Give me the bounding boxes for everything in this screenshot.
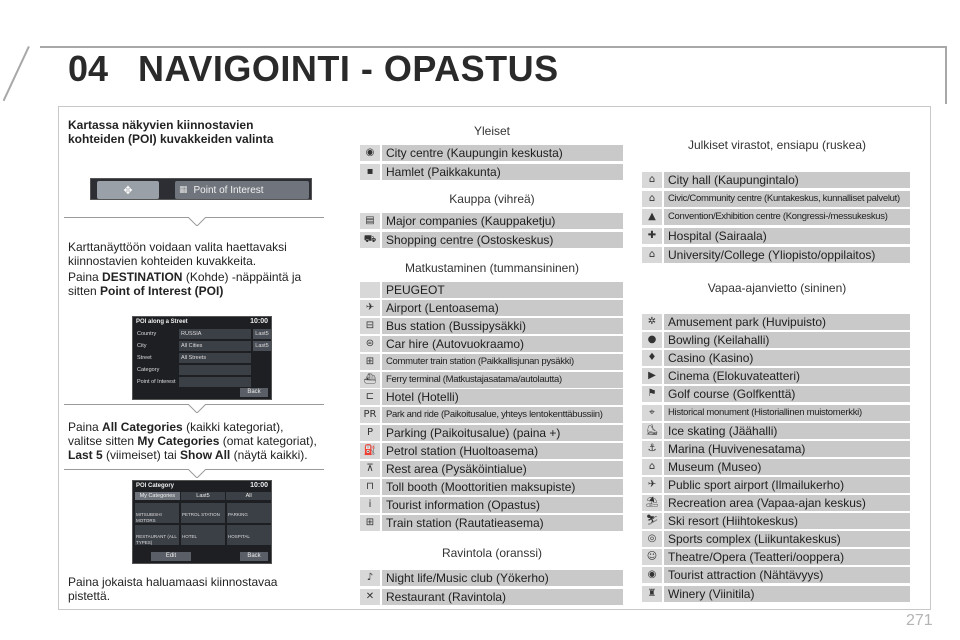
poi-category-row	[642, 209, 910, 225]
icon-glyph: ⚓	[647, 442, 657, 454]
poi-category-label: Bowling (Keilahalli)	[664, 332, 910, 348]
poi-category-label: Ferry terminal (Matkustajasatama/autolautta)	[382, 372, 623, 388]
text-run-bold: Last 5	[68, 448, 103, 462]
poi-category-label: University/College (Yliopisto/oppilaitos)	[664, 247, 910, 263]
heading-travel: Matkustaminen (tummansininen)	[404, 261, 580, 275]
poi-category-row	[360, 570, 623, 586]
poi-category-label: Parking (Paikoitusalue) (paina +)	[382, 425, 623, 441]
ice-skating-icon	[642, 423, 662, 439]
icon-glyph: P	[366, 427, 374, 439]
screen-category-cell[interactable]: HOTEL	[181, 525, 225, 545]
marina-icon	[642, 441, 662, 457]
major-companies-icon	[360, 213, 380, 229]
hotel-icon	[360, 389, 380, 405]
screenshot-poi-along-street	[132, 316, 272, 400]
poi-category-label: Marina (Huvivenesatama)	[664, 441, 910, 457]
poi-category-row	[642, 477, 910, 493]
icon-glyph: ✲	[647, 316, 657, 327]
poi-category-label: Park and ride (Paikoitusalue, yhteys lentokenttäbussiin)	[382, 407, 623, 423]
poi-category-row	[360, 354, 623, 370]
icon-glyph: ⌖	[649, 406, 655, 418]
screen-row-value: All Streets	[179, 353, 251, 363]
icon-glyph: ⌂	[648, 460, 656, 472]
ski-icon	[642, 513, 662, 529]
text-run: valitse sitten	[68, 434, 138, 448]
poi-category-row	[642, 459, 910, 475]
section-heading-line-2: kohteiden (POI) kuvakkeiden valinta	[68, 132, 274, 146]
separator-chevron-icon	[188, 404, 206, 413]
categories-line-3	[68, 448, 317, 462]
nightlife-icon	[360, 570, 380, 586]
poi-category-row	[360, 461, 623, 477]
attraction-icon	[642, 567, 662, 583]
screen-row-label: Street	[137, 355, 152, 361]
screen-row-button[interactable]: Last5	[253, 329, 271, 339]
poi-category-row	[642, 405, 910, 421]
icon-glyph: ✈	[647, 478, 657, 490]
chapter-number: 04	[68, 48, 109, 89]
screen-clock: 10:00	[250, 318, 268, 325]
poi-category-label: Sports complex (Liikuntakeskus)	[664, 531, 910, 547]
hospital-icon	[642, 228, 662, 244]
icon-glyph: ▪	[366, 166, 374, 177]
poi-category-row	[360, 389, 623, 405]
icon-glyph: ⛴	[363, 373, 377, 385]
instruction-destination	[68, 270, 301, 284]
poi-category-row	[360, 232, 623, 248]
poi-category-row	[360, 589, 623, 605]
paragraph-categories	[68, 420, 317, 462]
poi-category-label: Hotel (Hotelli)	[382, 389, 623, 405]
heading-general: Yleiset	[473, 124, 511, 138]
icon-glyph: i	[368, 498, 372, 510]
icon-glyph: ⊞	[365, 355, 375, 367]
poi-category-row	[360, 336, 623, 352]
header-diagonal-line	[3, 46, 30, 101]
intro-line-1: Karttanäyttöön voidaan valita haettavaksi	[68, 240, 287, 254]
screen-tab[interactable]: All	[226, 492, 271, 500]
poi-category-label: Rest area (Pysäköintialue)	[382, 461, 623, 477]
screen-row[interactable]	[135, 377, 271, 387]
icon-glyph: ⛽	[363, 445, 377, 457]
poi-category-label: Hospital (Sairaala)	[664, 228, 910, 244]
paragraph-select	[68, 575, 277, 603]
poi-category-label: PEUGEOT	[382, 282, 623, 298]
convention-icon	[642, 209, 662, 225]
text-run-bold: DESTINATION	[102, 270, 183, 284]
poi-category-row	[642, 228, 910, 244]
poi-button[interactable]	[175, 181, 309, 199]
museum-icon	[642, 459, 662, 475]
categories-line-2	[68, 434, 317, 448]
poi-category-row	[360, 425, 623, 441]
poi-category-row	[360, 164, 623, 180]
poi-category-row	[360, 372, 623, 388]
screen-category-cell[interactable]: PARKING	[227, 503, 271, 523]
screen-title: POI Category	[136, 483, 175, 489]
poi-category-label: Historical monument (Historiallinen muistomerkki)	[664, 405, 910, 421]
crosshair-icon: ✥	[123, 183, 133, 197]
poi-category-row	[642, 513, 910, 529]
select-line-2: pistettä.	[68, 589, 111, 603]
poi-category-row	[642, 423, 910, 439]
icon-glyph: ▶	[648, 370, 656, 382]
separator-chevron-icon	[188, 217, 206, 226]
poi-category-row	[642, 332, 910, 348]
section-heading	[68, 118, 273, 146]
poi-category-label: Restaurant (Ravintola)	[382, 589, 623, 605]
poi-category-label: Civic/Community centre (Kuntakeskus, kunnalliset palvelut)	[664, 191, 910, 207]
screen-row-label: Category	[137, 367, 160, 373]
text-run: Paina	[68, 270, 103, 284]
icon-glyph: ✕	[365, 591, 375, 602]
icon-glyph: ⊏	[365, 391, 375, 403]
icon-glyph: ☺	[646, 551, 658, 563]
petrol-icon	[360, 443, 380, 459]
poi-category-row	[360, 282, 623, 298]
poi-category-row	[642, 441, 910, 457]
poi-category-label: Shopping centre (Ostoskeskus)	[382, 232, 623, 248]
commuter-train-icon	[360, 354, 380, 370]
text-run-bold: All Categories	[102, 420, 183, 434]
public-airport-icon	[642, 477, 662, 493]
page-number: 271	[906, 612, 933, 629]
separator-chevron-icon	[188, 469, 206, 478]
poi-category-row	[642, 350, 910, 366]
winery-icon	[642, 586, 662, 602]
icon-glyph: ✈	[365, 301, 375, 313]
screenshot-destination-menu	[90, 178, 312, 200]
poi-category-row	[360, 515, 623, 531]
poi-category-label: Ice skating (Jäähalli)	[664, 423, 910, 439]
poi-category-row	[642, 172, 910, 188]
poi-button-label: Point of Interest	[193, 184, 264, 196]
rest-area-icon	[360, 461, 380, 477]
poi-category-row	[642, 586, 910, 602]
poi-category-label: Night life/Music club (Yökerho)	[382, 570, 623, 586]
poi-grid-icon: ▦	[179, 185, 188, 195]
poi-category-label: Hamlet (Paikkakunta)	[382, 164, 623, 180]
poi-category-label: Museum (Museo)	[664, 459, 910, 475]
poi-category-row	[642, 191, 910, 207]
screen-category-cell[interactable]: RESTAURANT (ALL TYPES)	[135, 525, 179, 545]
destination-button[interactable]	[97, 181, 159, 199]
peugeot-icon	[360, 282, 380, 298]
poi-category-row	[360, 300, 623, 316]
icon-glyph: ⊜	[365, 337, 375, 349]
poi-category-label: Casino (Kasino)	[664, 350, 910, 366]
icon-glyph: ⛱	[645, 497, 659, 508]
poi-category-label: Airport (Lentoasema)	[382, 300, 623, 316]
category-grid	[135, 503, 271, 545]
text-run: (Kohde) -näppäintä ja	[182, 270, 302, 284]
text-run-bold: Show All	[180, 448, 231, 462]
airport-icon	[360, 300, 380, 316]
icon-glyph: ⊼	[366, 463, 374, 474]
theatre-icon	[642, 549, 662, 565]
icon-glyph: ⛟	[363, 234, 377, 245]
cinema-icon	[642, 368, 662, 384]
poi-category-row	[360, 443, 623, 459]
toll-booth-icon	[360, 479, 380, 495]
parking-icon	[360, 425, 380, 441]
poi-category-label: City hall (Kaupungintalo)	[664, 172, 910, 188]
university-icon	[642, 247, 662, 263]
screen-back-button[interactable]: Back	[240, 552, 268, 561]
select-line-1: Paina jokaista haluamaasi kiinnostavaa	[68, 575, 278, 589]
poi-category-row	[360, 479, 623, 495]
screen-category-cell[interactable]: HOSPITAL	[227, 525, 271, 545]
screen-back-button[interactable]: Back	[240, 388, 268, 397]
icon-glyph: ⊞	[365, 516, 375, 528]
screen-row-value: All Cities	[179, 341, 251, 351]
heading-food: Ravintola (oranssi)	[441, 546, 543, 560]
poi-category-label: City centre (Kaupungin keskusta)	[382, 145, 623, 161]
bowling-icon	[642, 332, 662, 348]
screen-edit-button[interactable]: Edit	[151, 552, 191, 561]
text-run: (näytä kaikki).	[230, 448, 308, 462]
icon-glyph: ▲	[648, 211, 656, 223]
poi-category-row	[642, 386, 910, 402]
text-run: (kaikki kategoriat),	[182, 420, 284, 434]
icon-glyph: ⌂	[648, 248, 656, 260]
icon-glyph: ▤	[365, 215, 375, 226]
poi-category-label: Train station (Rautatieasema)	[382, 515, 623, 531]
civic-centre-icon	[642, 191, 662, 207]
poi-category-row	[642, 549, 910, 565]
sports-icon	[642, 531, 662, 547]
screen-tab[interactable]: Last5	[181, 492, 226, 500]
icon-glyph: ⌂	[648, 192, 656, 204]
screen-row-label: Point of Interest	[137, 379, 176, 385]
poi-category-label: Tourist attraction (Nähtävyys)	[664, 567, 910, 583]
poi-category-label: Amusement park (Huvipuisto)	[664, 314, 910, 330]
screen-tab[interactable]: My Categories	[135, 492, 180, 500]
paragraph-intro	[68, 240, 301, 298]
poi-category-label: Recreation area (Vapaa-ajan keskus)	[664, 495, 910, 511]
icon-glyph: ♪	[366, 572, 374, 583]
screen-row-button[interactable]: Last5	[253, 341, 271, 351]
poi-category-label: Theatre/Opera (Teatteri/ooppera)	[664, 549, 910, 565]
poi-category-row	[642, 247, 910, 263]
casino-icon	[642, 350, 662, 366]
screen-category-cell[interactable]: MITSUBISHI MOTORS	[135, 503, 179, 523]
poi-category-row	[360, 213, 623, 229]
icon-glyph: ⛸	[645, 424, 659, 436]
poi-category-label: Tourist information (Opastus)	[382, 497, 623, 513]
poi-category-row	[360, 497, 623, 513]
recreation-icon	[642, 495, 662, 511]
icon-glyph: ✚	[647, 230, 657, 242]
ferry-icon	[360, 372, 380, 388]
screen-row[interactable]	[135, 353, 271, 363]
poi-category-label: Winery (Viinitila)	[664, 586, 910, 602]
icon-glyph: ⌂	[648, 174, 656, 185]
section-heading-line-1: Kartassa näkyvien kiinnostavien	[68, 118, 254, 132]
poi-category-row	[642, 567, 910, 583]
poi-category-row	[642, 531, 910, 547]
text-run: (omat kategoriat),	[219, 434, 317, 448]
icon-glyph: ◉	[365, 147, 375, 158]
bus-icon	[360, 318, 380, 334]
shopping-icon	[360, 232, 380, 248]
poi-category-label: Cinema (Elokuvateatteri)	[664, 368, 910, 384]
poi-category-label: Toll booth (Moottoritien maksupiste)	[382, 479, 623, 495]
golf-icon	[642, 386, 662, 402]
screen-row[interactable]	[135, 365, 271, 375]
hamlet-icon	[360, 164, 380, 180]
poi-category-label: Golf course (Golfkenttä)	[664, 386, 910, 402]
park-and-ride-icon	[360, 407, 380, 423]
screen-title: POI along a Street	[136, 319, 188, 325]
poi-category-row	[360, 318, 623, 334]
screen-row[interactable]	[135, 341, 271, 351]
screen-row-button[interactable]	[253, 365, 271, 375]
screen-row-value	[179, 377, 251, 387]
poi-category-label: Commuter train station (Paikkallisjunan pysäkki)	[382, 354, 623, 370]
content-frame-left	[58, 106, 59, 610]
amusement-park-icon	[642, 314, 662, 330]
icon-glyph: ♦	[647, 352, 657, 364]
text-run: (viimeiset) tai	[102, 448, 181, 462]
content-frame-right	[930, 106, 931, 610]
content-frame-top	[58, 106, 930, 107]
monument-icon	[642, 405, 662, 421]
icon-glyph: ⚑	[647, 388, 657, 400]
icon-glyph: ◎	[647, 533, 657, 545]
poi-category-label: Major companies (Kauppaketju)	[382, 213, 623, 229]
screen-row-button[interactable]	[253, 353, 271, 363]
screen-rows	[135, 329, 271, 389]
poi-category-row	[642, 368, 910, 384]
poi-category-row	[360, 145, 623, 161]
categories-line-1	[68, 420, 317, 434]
poi-category-label: Public sport airport (Ilmailukerho)	[664, 477, 910, 493]
poi-category-label: Convention/Exhibition centre (Kongressi-/messukeskus)	[664, 209, 910, 225]
poi-category-label: Car hire (Autovuokraamo)	[382, 336, 623, 352]
icon-glyph: ⊓	[366, 480, 374, 492]
icon-glyph: ●	[647, 334, 657, 346]
category-tabs	[135, 492, 271, 500]
tourist-info-icon	[360, 497, 380, 513]
text-run: sitten	[68, 284, 101, 298]
icon-glyph: ⊟	[365, 319, 375, 331]
icon-glyph: ⛷	[645, 515, 659, 527]
screen-row[interactable]	[135, 329, 271, 339]
screen-clock: 10:00	[250, 482, 268, 489]
car-hire-icon	[360, 336, 380, 352]
text-run: Paina	[68, 420, 103, 434]
heading-public-services: Julkiset virastot, ensiapu (ruskea)	[687, 138, 867, 152]
city-centre-icon	[360, 145, 380, 161]
heading-leisure: Vapaa-ajanvietto (sininen)	[707, 281, 847, 295]
icon-glyph: ◉	[647, 569, 657, 581]
screen-category-cell[interactable]: PETROL STATION	[181, 503, 225, 523]
content-frame-bottom	[58, 609, 930, 610]
heading-commerce: Kauppa (vihreä)	[449, 192, 535, 206]
poi-category-row	[360, 407, 623, 423]
poi-category-label: Ski resort (Hiihtokeskus)	[664, 513, 910, 529]
poi-category-row	[642, 314, 910, 330]
text-run-bold: My Categories	[137, 434, 220, 448]
train-station-icon	[360, 515, 380, 531]
screen-row-value	[179, 365, 251, 375]
poi-category-label: Petrol station (Huoltoasema)	[382, 443, 623, 459]
screen-row-button[interactable]	[253, 377, 271, 387]
page-title: NAVIGOINTI - OPASTUS	[138, 48, 559, 89]
icon-glyph: PR	[363, 409, 377, 421]
header-right-rule	[945, 46, 947, 104]
text-run-bold: Point of Interest (POI)	[100, 284, 224, 298]
icon-glyph: ♜	[647, 587, 657, 599]
restaurant-icon	[360, 589, 380, 605]
screen-row-label: Country	[137, 331, 157, 337]
instruction-poi	[68, 284, 301, 298]
poi-category-label: Bus station (Bussipysäkki)	[382, 318, 623, 334]
screen-row-label: City	[137, 343, 147, 349]
poi-category-row	[642, 495, 910, 511]
city-hall-icon	[642, 172, 662, 188]
screenshot-poi-category	[132, 480, 272, 564]
screen-row-value: RUSSIA	[179, 329, 251, 339]
intro-line-2: kiinnostavien kohteiden kuvakkeita.	[68, 254, 257, 268]
